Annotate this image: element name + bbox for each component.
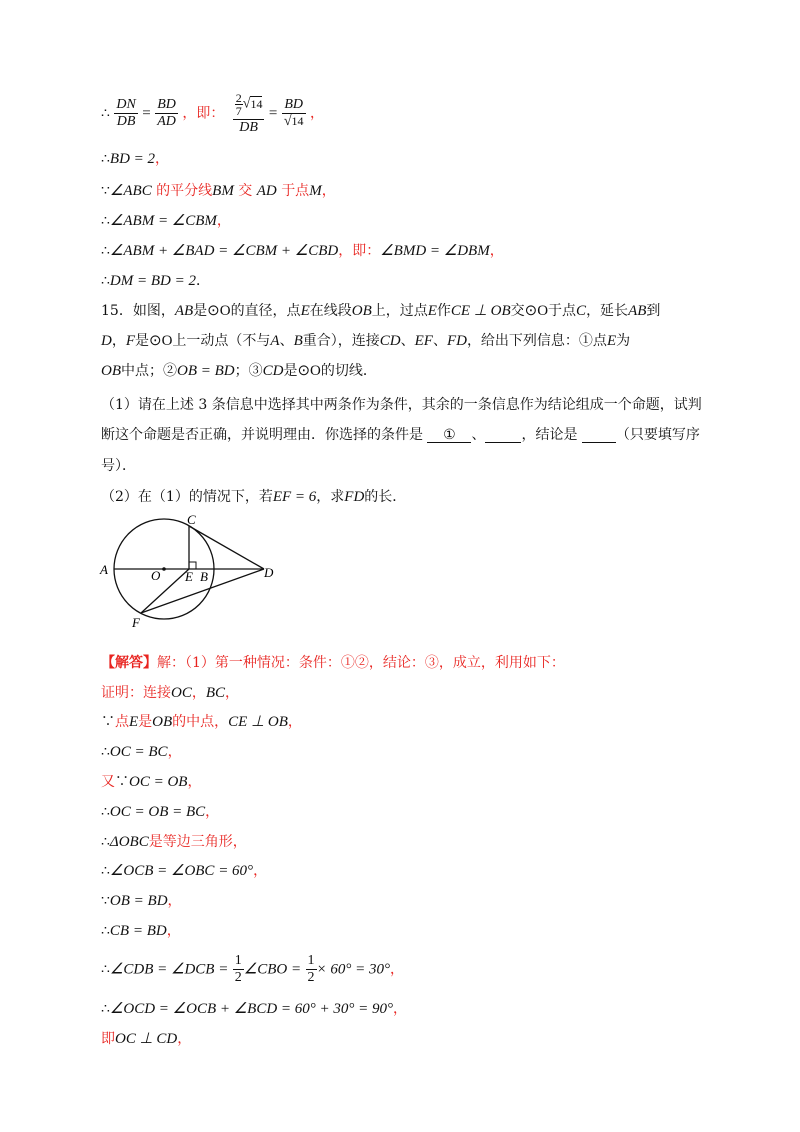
label-o: O: [151, 568, 161, 583]
fraction-coef-root: $\frac{2}{7}$ √14 DB: [233, 92, 265, 135]
label-e: E: [185, 569, 193, 584]
line-cd: [189, 526, 264, 569]
part1-line-2: 断这个命题是否正确，并说明理由．你选择的条件是 ① 、 ，结论是 （只要填写序: [101, 427, 700, 443]
problem-line-3: OB中点；②OB = BD；③CD是⊙O的切线．: [101, 363, 377, 379]
label-a: A: [100, 562, 108, 577]
problem-line-2: D，F是⊙O上一动点（不与A、B重合），连接CD、EF、FD，给出下列信息：①点E为: [101, 333, 631, 349]
part2-line: （2）在（1）的情况下，若EF = 6，求FD的长．: [101, 489, 407, 505]
condition-blank-1[interactable]: ①: [427, 428, 471, 443]
proof-ob-bd: ∵OB = BD，: [101, 893, 182, 909]
proof-cb-bd: ∴CB = BD，: [101, 923, 181, 939]
line-dm-bd: ∴DM = BD = 2．: [101, 273, 210, 289]
therefore-symbol: ∴: [101, 105, 110, 122]
condition-blank-2[interactable]: [485, 428, 521, 443]
line-bisector: ∵∠ABC 的平分线BM 交 AD 于点M，: [101, 183, 336, 199]
ratio-line: ∴ $\frac{DN}{DB}$ = $\frac{BD}{AD}$ ，即： $\frac{2}{7}$ √14 DB = $\frac{BD}{√14}$ ，: [101, 91, 324, 135]
proof-connect-line: 证明：连接OC，BC，: [101, 685, 240, 701]
line-angle-sum: ∴∠ABM + ∠BAD = ∠CBM + ∠CBD，即：∠BMD = ∠DBM，: [101, 243, 504, 259]
geometry-figure: [96, 514, 286, 634]
proof-60-deg: ∴∠OCB = ∠OBC = 60°，: [101, 863, 268, 879]
right-angle-mark: [189, 562, 196, 569]
problem-line-1: 15．如图，AB是⊙O的直径，点E在线段OB上，过点E作CE ⊥ OB交⊙O于点C，延长AB到: [101, 303, 661, 319]
proof-oc-ob-bc: ∴OC = OB = BC，: [101, 804, 220, 820]
proof-90-deg: ∴∠OCD = ∠OCB + ∠BCD = 60° + 30° = 90°，: [101, 1001, 408, 1017]
proof-midpoint-line: ∵点E是OB的中点，CE ⊥ OB，: [101, 714, 302, 730]
proof-equilateral: ∴ΔOBC是等边三角形，: [101, 834, 247, 850]
line-bd-eq-2: ∴BD = 2，: [101, 151, 170, 167]
center-point: [162, 567, 166, 571]
line-abm-cbm: ∴∠ABM = ∠CBM，: [101, 213, 231, 229]
fraction-dn-db: $\frac{DN}{DB}$: [116, 97, 136, 129]
ie-text: ，即：: [182, 105, 225, 122]
line-fe: [141, 569, 189, 613]
proof-oc-bc: ∴OC = BC，: [101, 744, 182, 760]
proof-perpendicular: 即OC ⊥ CD，: [101, 1031, 192, 1047]
proof-30-deg: ∴∠CDB = ∠DCB = $\frac{1}{2}$ ∠CBO = $\frac{1}{2}$ × 60° = 30°，: [101, 953, 405, 985]
fraction-bd-root14: $\frac{BD}{√14}$: [283, 97, 304, 129]
label-c: C: [187, 514, 196, 527]
part1-line-1: （1）请在上述 3 条信息中选择其中两条作为条件，其余的一条信息作为结论组成一个命题，试判: [101, 397, 702, 413]
fraction-bd-ad: $\frac{BD}{AD}$: [157, 97, 176, 129]
part1-line-3: 号）．: [101, 458, 136, 474]
label-f: F: [132, 615, 140, 630]
proof-oc-ob: 又∵OC = OB，: [101, 774, 202, 790]
label-b: B: [200, 569, 208, 584]
conclusion-blank[interactable]: [582, 428, 616, 443]
answer-heading: 【解答】解：（1）第一种情况：条件：①②，结论：③，成立，利用如下：: [101, 655, 565, 671]
label-d: D: [264, 565, 274, 580]
